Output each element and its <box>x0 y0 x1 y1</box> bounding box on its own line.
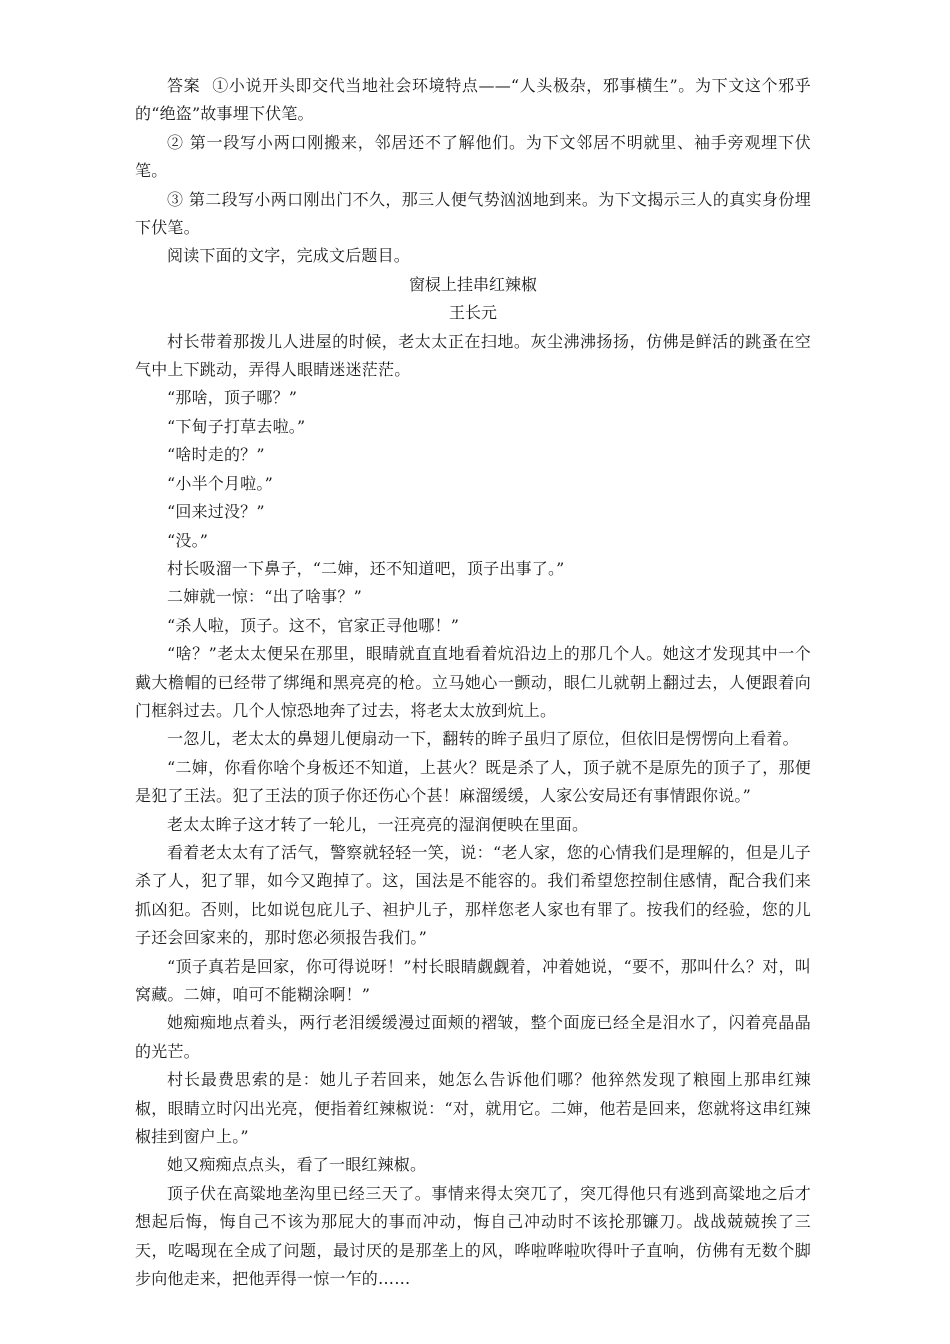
answer-point-1 <box>135 72 811 129</box>
story-paragraph: 二婶就一惊：“出了啥事？” <box>167 587 362 607</box>
story-paragraph: “杀人啦，顶子。这不，官家正寻他哪！” <box>167 615 460 635</box>
story-paragraph: 她又痴痴点点头，看了一眼红辣椒。 <box>167 1155 427 1175</box>
story-paragraph: “啥时走的？” <box>167 445 265 465</box>
story-paragraph: 村长带着那拨儿人进屋的时候，老太太正在扫地。灰尘沸沸扬扬，仿佛是鲜活的跳蚤在空气中上下跳动，弄得人眼睛迷迷茫茫。 <box>135 331 811 380</box>
story-author: 王长元 <box>448 303 497 323</box>
story-paragraph: “没。” <box>167 530 209 550</box>
story-paragraph: 老太太眸子这才转了一轮儿，一汪亮亮的湿润便映在里面。 <box>167 814 589 834</box>
document-body <box>135 72 811 1293</box>
story-paragraph: “小半个月啦。” <box>167 473 273 493</box>
answer-label: 答案 <box>167 76 201 95</box>
story-paragraph: 看着老太太有了活气，警察就轻轻一笑，说：“老人家，您的心情我们是理解的，但是儿子杀了人，犯了罪，如今又跑掉了。这，国法是不能容的。我们希望您控制住感情，配合我们来抓凶犯。否则，比如说包庇儿子、袒护儿子，那样您老人家也有罪了。按我们的经验，您的儿子还会回家来的，那时您必须报告我们。” <box>135 842 811 948</box>
story-paragraph: 一忽儿，老太太的鼻翅儿便扇动一下，翻转的眸子虽归了原位，但依旧是愣愣向上看着。 <box>167 729 799 749</box>
answer-point-1-text: ①小说开头即交代当地社会环境特点——“人头极杂，邪事横生”。为下文这个邪乎的“绝盗”故事埋下伏笔。 <box>135 76 811 124</box>
story-paragraph: 村长吸溜一下鼻子，“二婶，还不知道吧，顶子出事了。” <box>167 558 565 578</box>
story-paragraph: 村长最费思索的是：她儿子若回来，她怎么告诉他们哪？他猝然发现了粮囤上那串红辣椒，眼睛立时闪出光亮，便指着红辣椒说：“对，就用它。二婶，他若是回来，您就将这串红辣椒挂到窗户上。” <box>135 1070 811 1147</box>
answer-point-3: ③ 第二段写小两口刚出门不久，那三人便气势汹汹地到来。为下文揭示三人的真实身份埋下伏笔。 <box>135 189 811 238</box>
story-paragraph: 她痴痴地点着头，两行老泪缓缓漫过面颊的褶皱，整个面庞已经全是泪水了，闪着亮晶晶的光芒。 <box>135 1013 811 1061</box>
story-paragraph: “顶子真若是回家，你可得说呀！”村长眼睛觑觑着，冲着她说，“要不，那叫什么？对，叫窝藏。二婶，咱可不能糊涂啊！” <box>135 956 811 1004</box>
story-title: 窗棂上挂串红辣椒 <box>408 274 537 294</box>
answer-point-2: ② 第一段写小两口刚搬来，邻居还不了解他们。为下文邻居不明就里、袖手旁观埋下伏笔。 <box>135 132 811 181</box>
story-paragraph: “回来过没？” <box>167 502 265 522</box>
story-paragraph: 顶子伏在高粱地垄沟里已经三天了。事情来得太突兀了，突兀得他只有逃到高粱地之后才想起后悔，悔自己不该为那屁大的事而冲动，悔自己冲动时不该抡那镰刀。战战兢兢挨了三天，吃喝现在全成了问题，最讨厌的是那垄上的风，哗啦哗啦吹得叶子直响，仿佛有无数个脚步向他走来，把他弄得一惊一乍的…… <box>135 1183 811 1289</box>
reading-instruction: 阅读下面的文字，完成文后题目。 <box>167 246 411 266</box>
story-paragraph: “下甸子打草去啦。” <box>167 416 306 436</box>
story-paragraph: “啥？”老太太便呆在那里，眼睛就直直地看着炕沿边上的那几个人。她这才发现其中一个戴大檐帽的已经带了绑绳和黑亮亮的枪。立马她心一颤动，眼仁儿就朝上翻过去，人便跟着向门框斜过去。几个人惊恐地奔了过去，将老太太放到炕上。 <box>135 644 811 720</box>
story-paragraph: “那啥，顶子哪？” <box>167 388 298 408</box>
story-paragraph: “二婶，你看你啥个身板还不知道，上甚火？既是杀了人，顶子就不是原先的顶子了，那便是犯了王法。犯了王法的顶子你还伤心个甚！麻溜缓缓，人家公安局还有事情跟你说。” <box>135 757 811 806</box>
